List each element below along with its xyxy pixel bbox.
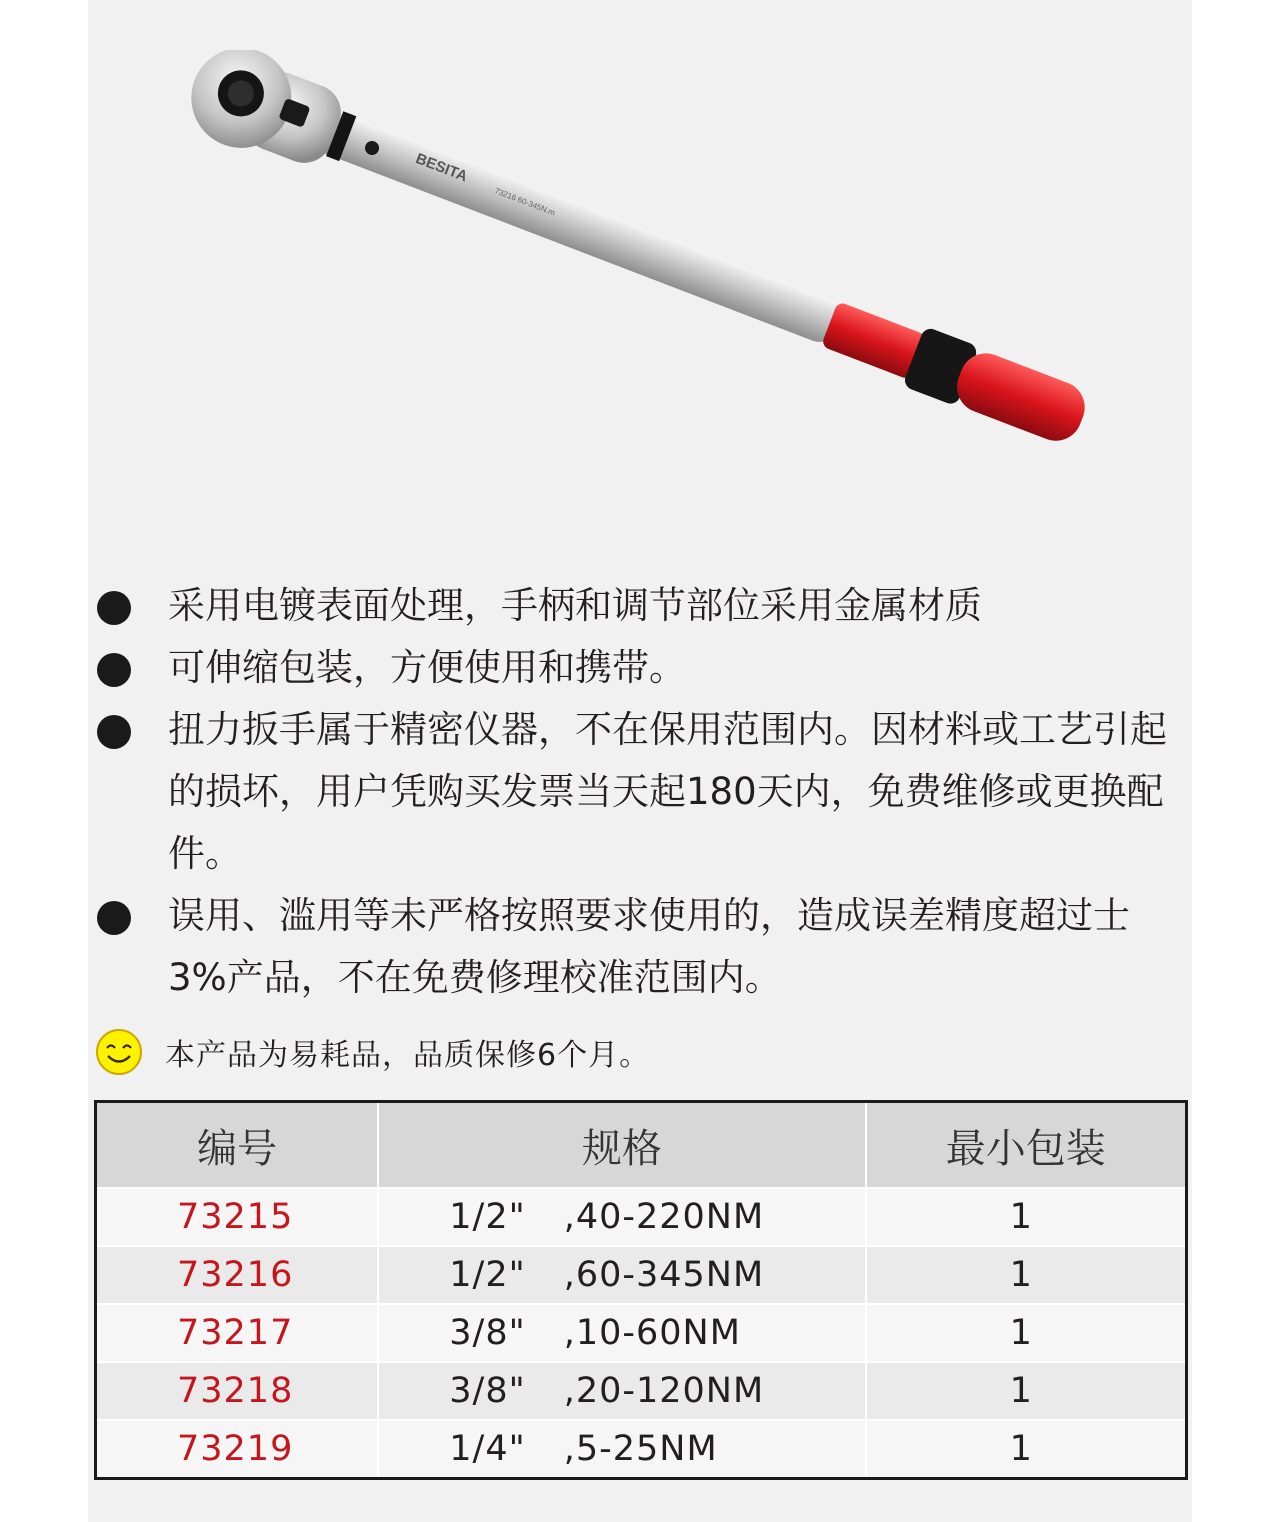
drive-size: 1/2" [449, 1255, 526, 1295]
spec-cell [378, 1188, 865, 1246]
feature-text: 采用电镀表面处理，手柄和调节部位采用金属材质 [168, 584, 982, 627]
drive-size: 1/4" [449, 1429, 526, 1469]
code-cell: 73217 [96, 1304, 379, 1362]
code-cell: 73216 [96, 1246, 379, 1304]
torque-range: ,10-60NM [563, 1313, 741, 1353]
feature-item [95, 575, 1185, 637]
code-cell: 73219 [96, 1420, 379, 1479]
feature-text: 扭力扳手属于精密仪器，不在保用范围内。因材料或工艺引起的损坏，用户凭购买发票当天起180天内，免费维修或更换配件。 [168, 708, 1167, 875]
qty-cell: 1 [866, 1362, 1187, 1420]
feature-item [95, 699, 1185, 885]
torque-wrench-photo [180, 50, 1100, 470]
brand-mark: BESITA [413, 150, 470, 186]
feature-text: 误用、滥用等未严格按照要求使用的，造成误差精度超过士3%产品，不在免费修理校准范围内。 [168, 894, 1130, 999]
drive-size: 3/8" [449, 1313, 526, 1353]
code-cell: 73215 [96, 1188, 379, 1246]
bullet-icon [97, 653, 131, 687]
warranty-note [95, 1024, 650, 1080]
spec-cell [378, 1246, 865, 1304]
spec-cell [378, 1362, 865, 1420]
header-spec: 规格 [378, 1102, 865, 1189]
drive-size: 1/2" [449, 1197, 526, 1237]
qty-cell: 1 [866, 1420, 1187, 1479]
tool-marking: 73216 60-345N.m [493, 186, 557, 218]
table-row [96, 1188, 1187, 1246]
qty-cell: 1 [866, 1188, 1187, 1246]
table-row [96, 1304, 1187, 1362]
smiley-icon [95, 1028, 143, 1076]
header-code: 编号 [96, 1102, 379, 1189]
torque-range: ,40-220NM [563, 1197, 765, 1237]
qty-cell: 1 [866, 1246, 1187, 1304]
header-min-pack: 最小包装 [866, 1102, 1187, 1189]
torque-range: ,5-25NM [563, 1429, 718, 1469]
feature-item [95, 885, 1185, 1009]
table-header-row [96, 1102, 1187, 1189]
feature-text: 可伸缩包装，方便使用和携带。 [168, 646, 686, 689]
drive-size: 3/8" [449, 1371, 526, 1411]
spec-table [94, 1100, 1188, 1480]
torque-range: ,20-120NM [563, 1371, 765, 1411]
table-row [96, 1362, 1187, 1420]
spec-cell [378, 1420, 865, 1479]
feature-item [95, 637, 1185, 699]
spec-cell [378, 1304, 865, 1362]
code-cell: 73218 [96, 1362, 379, 1420]
note-text: 本产品为易耗品，品质保修6个月。 [165, 1038, 651, 1073]
table-row [96, 1246, 1187, 1304]
torque-range: ,60-345NM [563, 1255, 765, 1295]
bullet-icon [97, 715, 131, 749]
bullet-icon [97, 591, 131, 625]
feature-list [95, 575, 1185, 1009]
table-row [96, 1420, 1187, 1479]
qty-cell: 1 [866, 1304, 1187, 1362]
bullet-icon [97, 901, 131, 935]
